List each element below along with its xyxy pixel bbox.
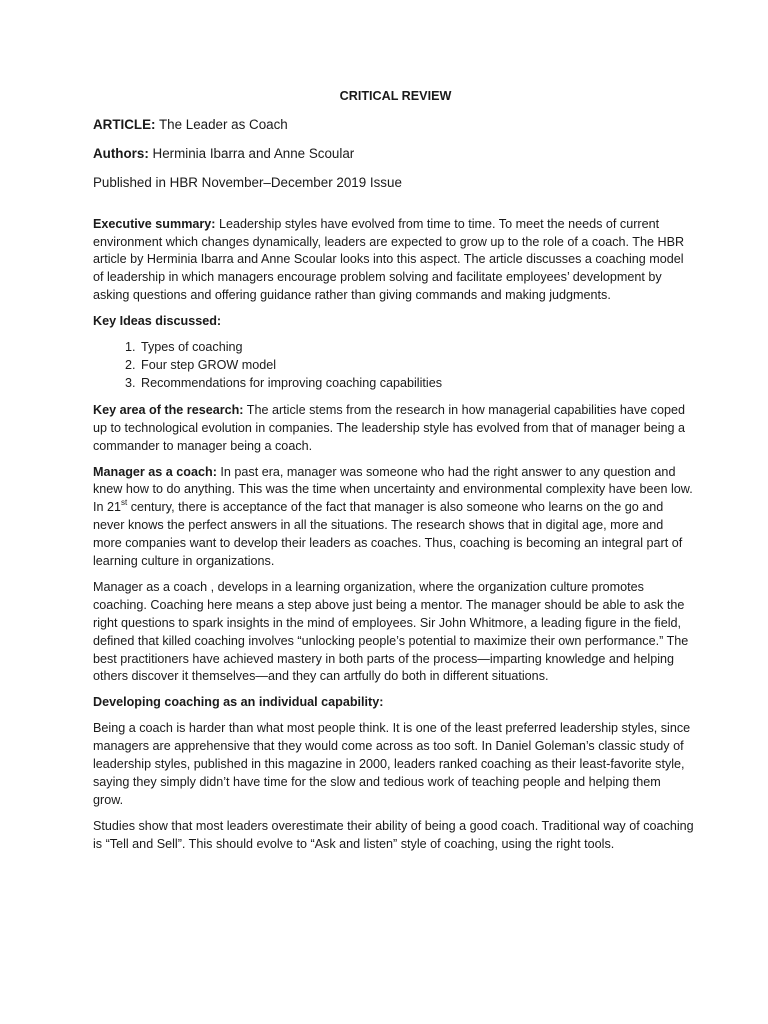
developing-coaching-heading: Developing coaching as an individual capability: bbox=[93, 695, 384, 710]
key-area-paragraph bbox=[93, 402, 694, 456]
authors-label: Authors: bbox=[93, 145, 149, 161]
studies-paragraph: Studies show that most leaders overestimate their ability of being a good coach. Traditional way of coaching is “Tell and Sell”. This should evolve to “Ask and listen” style of coaching, using the right tools. bbox=[93, 818, 694, 851]
key-area-label: Key area of the research: bbox=[93, 402, 244, 417]
executive-summary-label: Executive summary: bbox=[93, 216, 216, 231]
executive-summary bbox=[93, 216, 694, 306]
manager-coach-text-1: In past era, manager was someone who had the right answer to any question and knew how to do anything. This was the time when uncertainty and environmental complexity have been low. In 21 bbox=[93, 464, 693, 515]
key-area-text: The article stems from the research in how managerial capabilities have coped up to technological evolution in companies. The leadership style has evolved from that of manager being a commander to manager being a coach. bbox=[93, 402, 686, 453]
list-item: 2. Four step GROW model bbox=[139, 357, 694, 375]
manager-coach-text-2: century, there is acceptance of the fact that manager is also someone who learns on the go and never knows the perfect answers in all the situations. The research shows that in digital age, more and more companies want to develop their leaders as coaches. Thus, coaching is becoming an integral part of learning culture in organizations. bbox=[93, 500, 683, 569]
authors-line bbox=[93, 145, 694, 163]
coach-harder-rest: In Daniel Goleman’s classic study of leadership styles, published in this magazine in 2000, leaders ranked coaching as their least-favorite style, saying they simply didn’t have time for the slow and tedious work of teaching people and helping them grow. bbox=[93, 739, 685, 807]
coach-harder-lead: Being a coach is harder than what most people think. It is one of the least preferred leadership styles, since managers are apprehensive that they would come across as too soft. bbox=[93, 721, 691, 754]
manager-coach-label: Manager as a coach: bbox=[93, 464, 217, 479]
document-title: CRITICAL REVIEW bbox=[339, 89, 452, 103]
article-title: The Leader as Coach bbox=[158, 116, 288, 132]
list-item: 3. Recommendations for improving coaching capabilities bbox=[139, 375, 694, 393]
manager-coach-paragraph bbox=[93, 464, 694, 571]
coach-harder-paragraph bbox=[93, 720, 694, 810]
key-ideas-list bbox=[93, 339, 694, 393]
learning-organization-paragraph: Manager as a coach , develops in a learning organization, where the organization culture promotes coaching. Coaching here means a step above just being a mentor. The manager should be able to ask the right questions to spark insights in the mind of employees. Sir John Whitmore, a leading figure in the field, defined that killed coaching involves “unlocking people’s potential to maximize their own performance.” The best practitioners have achieved mastery in both parts of the process—imparting knowledge and helping others discover it themselves—and they can artfully do both in different situations. bbox=[93, 579, 689, 684]
ordinal-superscript: st bbox=[121, 498, 128, 508]
article-line bbox=[93, 116, 694, 134]
article-label: ARTICLE: bbox=[93, 116, 156, 132]
list-item: 1. Types of coaching bbox=[139, 339, 694, 357]
executive-summary-text: Leadership styles have evolved from time to time. To meet the needs of current environment which changes dynamically, leaders are expected to grow up to the role of a coach. The HBR article by Herminia Ibarra and Anne Scoular looks into this aspect. The article discusses a coaching model of leadership in which managers encourage problem solving and facilitate employees’ development by asking questions and offering guidance rather than giving commands and making judgments. bbox=[93, 216, 685, 303]
published-line: Published in HBR November–December 2019 Issue bbox=[93, 174, 402, 190]
authors-names: Herminia Ibarra and Anne Scoular bbox=[152, 145, 355, 161]
key-ideas-heading: Key Ideas discussed: bbox=[93, 314, 222, 329]
